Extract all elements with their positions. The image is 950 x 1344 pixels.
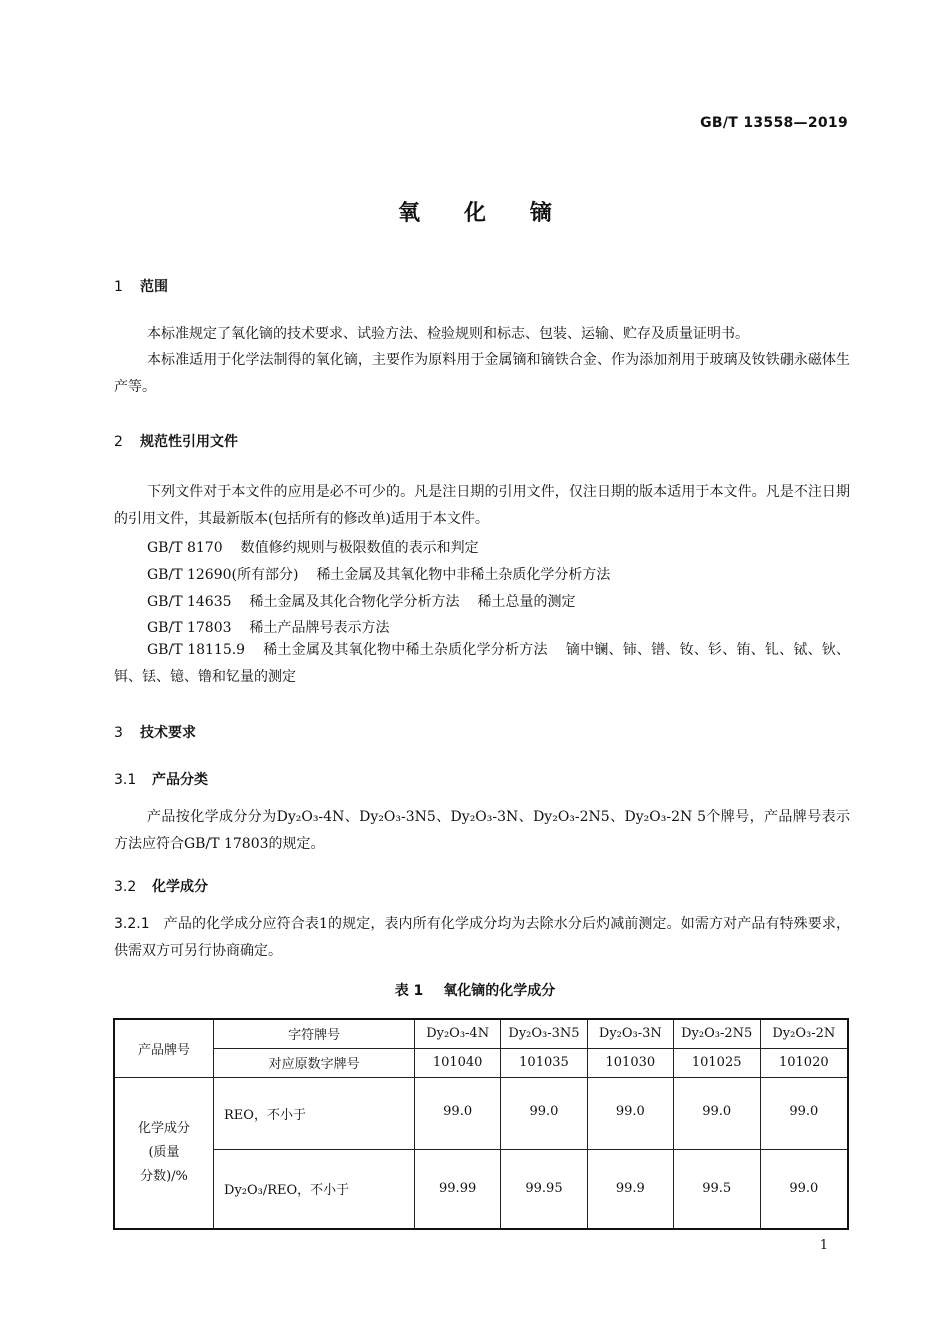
reference-code: GB/T 18115.9 (147, 642, 246, 658)
grade-cell: Dy₂O₃-2N5 (673, 1019, 760, 1048)
section-title: 产品分类 (152, 772, 208, 788)
section-1-para-2: 本标准适用于化学法制得的氧化镝，主要作为原料用于金属镝和镝铁合金、作为添加剂用于玻璃及钕铁硼永磁体生产等。 (114, 352, 850, 395)
page-title: 氧化镝 (397, 201, 596, 226)
reference-title-part: 镝中镧、铈、镨、钕、钐、铕、钆、铽、钬、铒、铥、镱、镥和钇量的测定 (114, 642, 851, 685)
ratio-value: 99.9 (587, 1149, 673, 1229)
grade-cell: Dy₂O₃-3N5 (501, 1019, 588, 1048)
chem-header-line: 分数)/% (140, 1168, 188, 1184)
section-number: 3 (114, 725, 123, 741)
table-caption (0, 980, 950, 1000)
reference-item-5 (114, 637, 850, 690)
table-caption-number: 表 1 (394, 983, 424, 999)
ratio-value: 99.95 (501, 1149, 588, 1229)
grade-cell: Dy₂O₃-4N (415, 1019, 501, 1048)
table-row (114, 1019, 848, 1048)
chem-header-line: 化学成分 (138, 1120, 191, 1136)
reo-value: 99.0 (501, 1077, 588, 1149)
section-3-2-1-para (114, 911, 850, 964)
chem-header-line: (质量 (148, 1144, 180, 1160)
section-title: 技术要求 (140, 725, 196, 741)
section-1-heading (114, 276, 168, 296)
reference-item (147, 617, 390, 637)
reo-value: 99.0 (415, 1077, 501, 1149)
reference-title: 稀土金属及其氧化物中稀土杂质化学分析方法 (263, 642, 548, 658)
grade-cell: Dy₂O₃-2N (760, 1019, 848, 1048)
reference-item (147, 564, 610, 584)
reference-code: GB/T 17803 (147, 620, 232, 636)
section-3-1-para: 产品按化学成分分为Dy₂O₃-4N、Dy₂O₃-3N5、Dy₂O₃-3N、Dy₂O₃-2N5、Dy₂O₃-2N 5个牌号，产品牌号表示方法应符合GB/T 17803的规定。 (114, 809, 850, 852)
table-row (114, 1149, 848, 1229)
section-2-intro: 下列文件对于本文件的应用是必不可少的。凡是注日期的引用文件，仅注日期的版本适用于本文件。凡是不注日期的引用文件，其最新版本(包括所有的修改单)适用于本文件。 (114, 484, 850, 527)
chemical-composition-table (113, 1018, 849, 1230)
original-code-label: 对应原数字牌号 (214, 1048, 415, 1077)
reference-code: GB/T 8170 (147, 540, 223, 556)
reference-code: GB/T 12690(所有部分) (147, 567, 299, 583)
ratio-value: 99.99 (415, 1149, 501, 1229)
ratio-value: 99.0 (760, 1149, 848, 1229)
reo-value: 99.0 (673, 1077, 760, 1149)
reference-item (147, 591, 576, 611)
clause-text: 产品的化学成分应符合表1的规定，表内所有化学成分均为去除水分后灼减前测定。如需方对产品有特殊要求，供需双方可另行协商确定。 (114, 916, 850, 959)
table-caption-title: 氧化镝的化学成分 (443, 983, 556, 999)
table-row (114, 1077, 848, 1149)
original-code-cell: 101030 (587, 1048, 673, 1077)
chemical-composition-header (114, 1077, 214, 1229)
section-title: 化学成分 (152, 879, 208, 895)
original-code-cell: 101025 (673, 1048, 760, 1077)
reference-title: 稀土金属及其氧化物中非稀土杂质化学分析方法 (316, 567, 611, 583)
grade-cell: Dy₂O₃-3N (587, 1019, 673, 1048)
ratio-label: Dy₂O₃/REO，不小于 (214, 1149, 415, 1229)
reference-title-part: 稀土总量的测定 (477, 594, 576, 610)
section-number: 1 (114, 279, 123, 295)
section-number: 3.2 (114, 879, 137, 895)
section-3-2-heading (114, 876, 208, 896)
table-row (114, 1048, 848, 1077)
section-3-heading (114, 722, 196, 742)
product-grade-header: 产品牌号 (114, 1019, 214, 1077)
reference-code: GB/T 14635 (147, 594, 232, 610)
original-code-cell: 101035 (501, 1048, 588, 1077)
reo-label: REO，不小于 (214, 1077, 415, 1149)
section-title: 规范性引用文件 (140, 434, 238, 450)
section-number: 2 (114, 434, 123, 450)
reo-value: 99.0 (587, 1077, 673, 1149)
original-code-cell: 101040 (415, 1048, 501, 1077)
section-1-para-1: 本标准规定了氧化镝的技术要求、试验方法、检验规则和标志、包装、运输、贮存及质量证明书。 (147, 326, 749, 342)
ratio-value: 99.5 (673, 1149, 760, 1229)
section-number: 3.1 (114, 772, 137, 788)
reference-title: 稀土金属及其化合物化学分析方法 (249, 594, 460, 610)
reo-value: 99.0 (760, 1077, 848, 1149)
standard-code: GB/T 13558—2019 (700, 115, 848, 131)
section-title: 范围 (140, 279, 168, 295)
symbol-grade-label: 字符牌号 (214, 1019, 415, 1048)
page-number: 1 (819, 1238, 828, 1253)
section-2-heading (114, 431, 238, 451)
clause-number: 3.2.1 (114, 916, 150, 932)
section-3-1-heading (114, 769, 208, 789)
reference-item (147, 537, 479, 557)
original-code-cell: 101020 (760, 1048, 848, 1077)
reference-title: 稀土产品牌号表示方法 (249, 620, 390, 636)
reference-title: 数值修约规则与极限数值的表示和判定 (240, 540, 479, 556)
